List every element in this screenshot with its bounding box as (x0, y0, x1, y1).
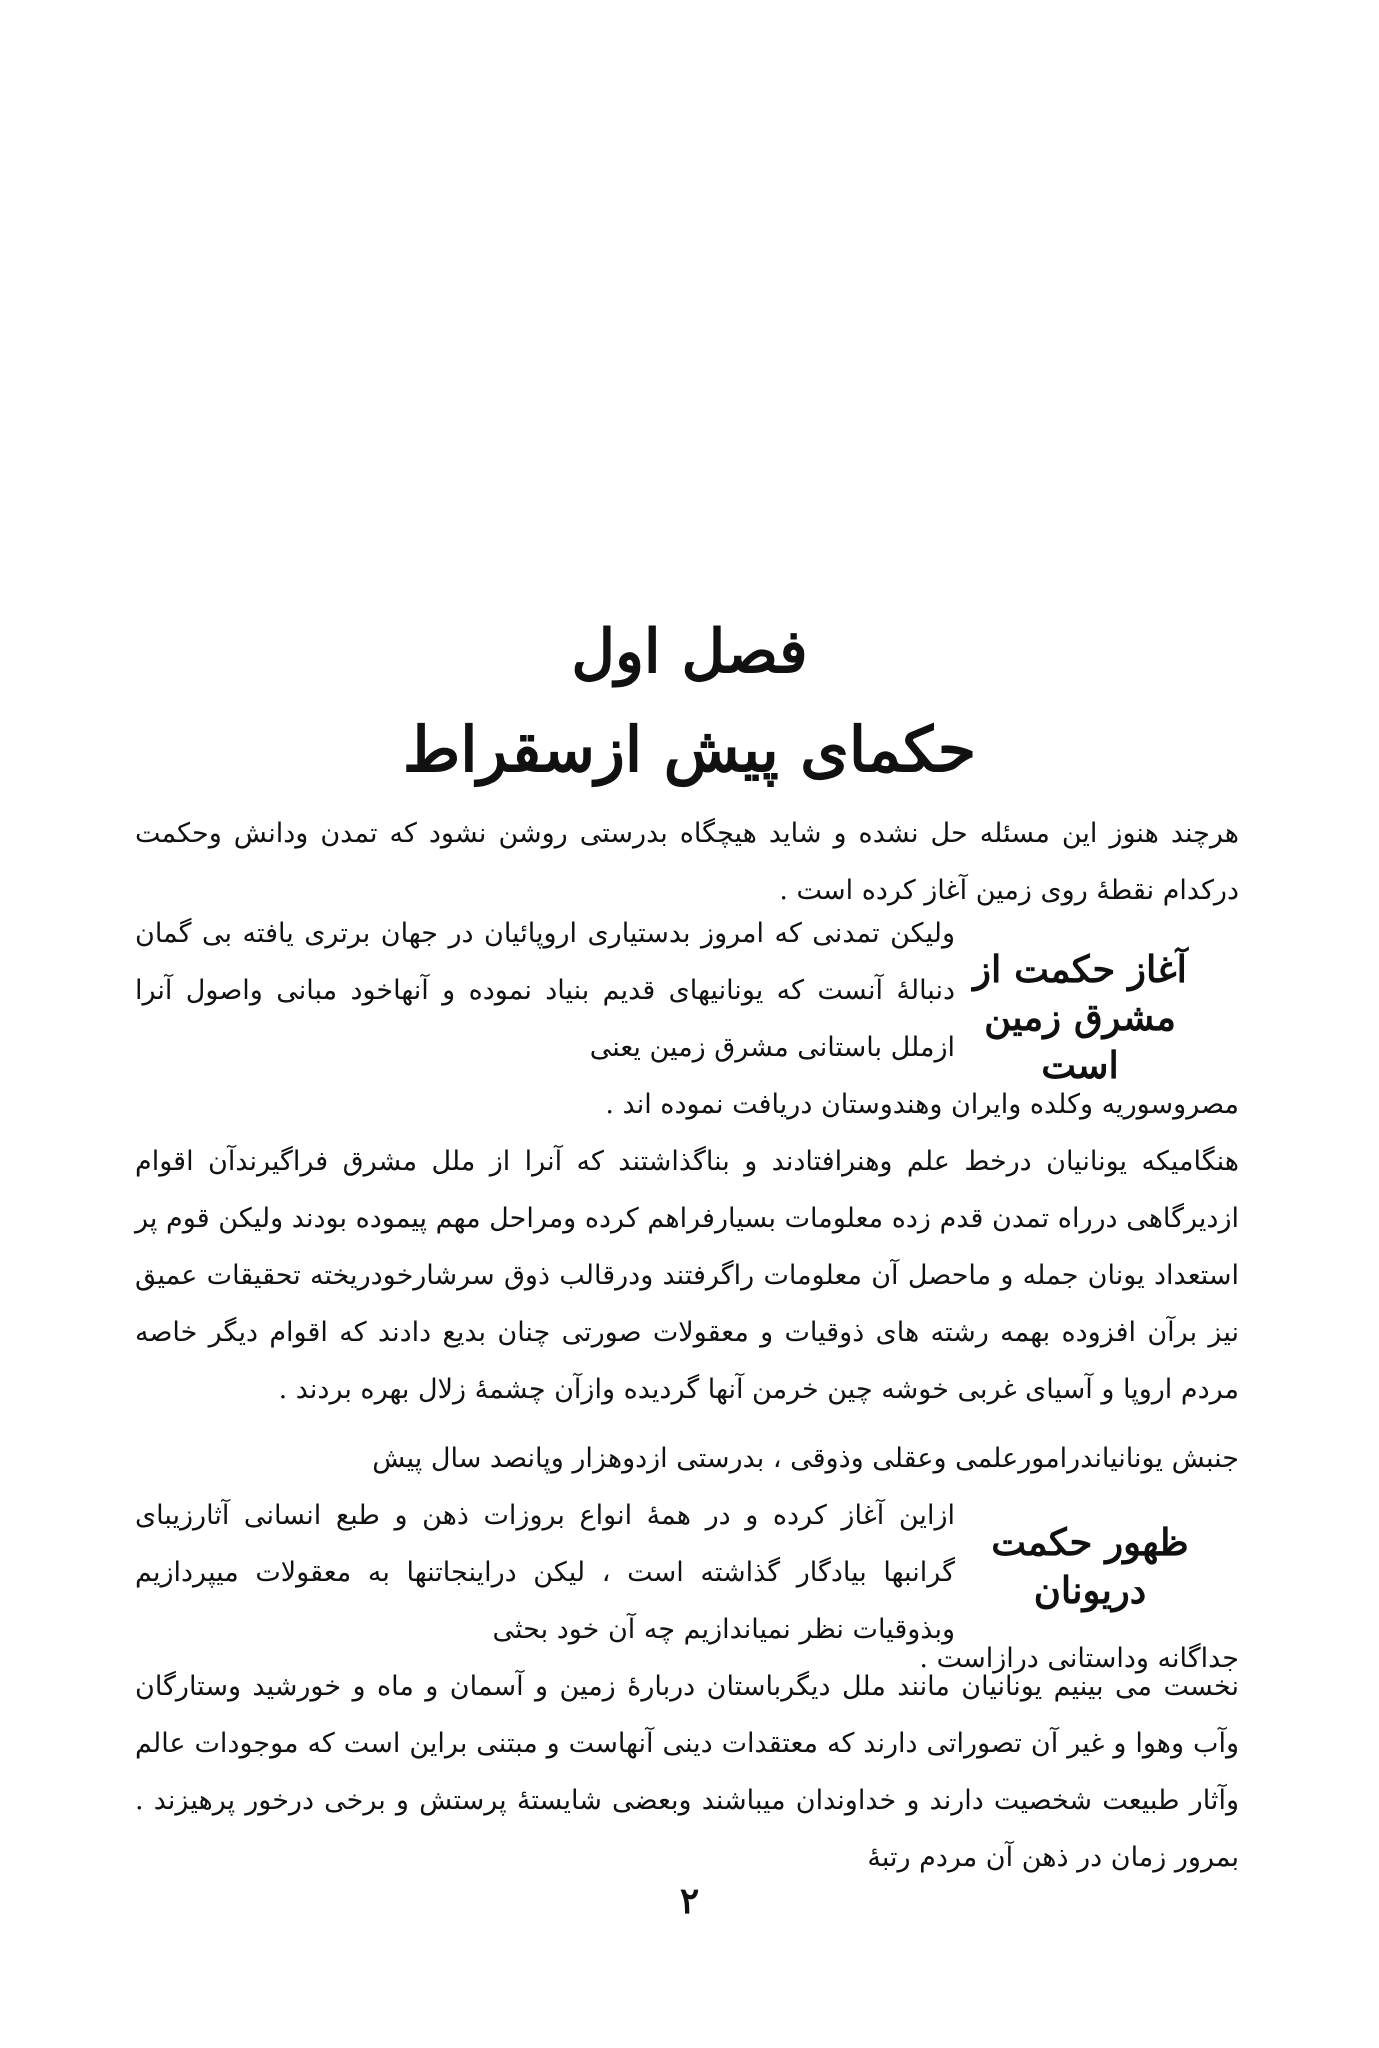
side-heading-origin (960, 945, 1200, 1089)
side-heading-greece-line1: ظهور حکمت (991, 1520, 1189, 1564)
paragraph-civilization: ولیکن تمدنی که امروز بدستیاری اروپائیان در جهان برتری یافته بی گمان دنبالهٔ آنست که یونانیهای قدیم بنیاد نموده و آنهاخود مبانی واصول آنرا ازملل باستانی مشرق زمین یعنی (135, 918, 955, 1063)
paragraph-movement: ازاین آغاز کرده و در همهٔ انواع بروزات ذهن و طبع انسانی آثارزیبای گرانبها بیادگار گذاشته است ، لیکن دراینجاتنها به معقولات میپردازیم وبذوقیات نظر نمیاندازیم چه آن خود بحثی (135, 1500, 955, 1645)
page-number: ۲ (679, 1880, 700, 1922)
chapter-title: حکمای پیش ازسقراط (402, 713, 977, 786)
paragraph-beliefs: نخست می بینیم یونانیان مانند ملل دیگرباستان دربارهٔ زمین و آسمان و ماه و خورشید وستارگان وآب وهوا و غیر آن تصوراتی دارند که معتقدات دینی آنهاست و مبتنی براین است که موجودات عالم وآثار طبیعت شخصیت دارند و خداوندان میباشند وبعضی شایستهٔ پرستش و برخی درخور پرهیزند . بمرور زمان در ذهن آن مردم رتبهٔ (135, 1671, 1239, 1873)
paragraph-movement-start: جنبش یونانیاندرامورعلمی وعقلی وذوقی ، بدرستی ازدوهزار وپانصد سال پیش (372, 1443, 1239, 1474)
side-heading-greece-line2: دریونان (1033, 1568, 1147, 1612)
paragraph-greeks: هنگامیکه یونانیان درخط علم وهنرافتادند و بناگذاشتند که آنرا از ملل مشرق فراگیرندآن اقوام ازدیرگاهی درراه تمدن قدم زده معلومات بسیارفراهم کرده ومراحل مهم پیموده بودند ولیکن قوم پر استعداد یونان جمله و ماحصل آن معلومات راگرفتند ودرقالب ذوق سرشارخودریخته تحقیقات عمیق نیز برآن افزوده بهمه رشته های ذوقیات و معقولات صورتی چنان بدیع دادند که اقوام دیگر خاصه مردم اروپا و آسیای غربی خوشه چین خرمن آنها گردیده وازآن چشمهٔ زلال بهره بردند . (135, 1146, 1239, 1405)
side-heading-greece (990, 1518, 1190, 1614)
chapter-label: فصل اول (571, 617, 808, 687)
paragraph-intro: هرچند هنوز این مسئله حل نشده و شاید هیچگاه بدرستی روشن نشود که تمدن ودانش وحکمت درکدام نقطهٔ روی زمین آغاز کرده است . (135, 818, 1239, 906)
side-heading-origin-line1: آغاز حکمت از (973, 947, 1187, 991)
paragraph-movement-end: جداگانه وداستانی درازاست . (919, 1643, 1239, 1674)
paragraph-civilization-end: مصروسوریه وکلده وایران وهندوستان دریافت نموده اند . (605, 1089, 1239, 1120)
side-heading-origin-line2: مشرق زمین است (984, 995, 1176, 1087)
